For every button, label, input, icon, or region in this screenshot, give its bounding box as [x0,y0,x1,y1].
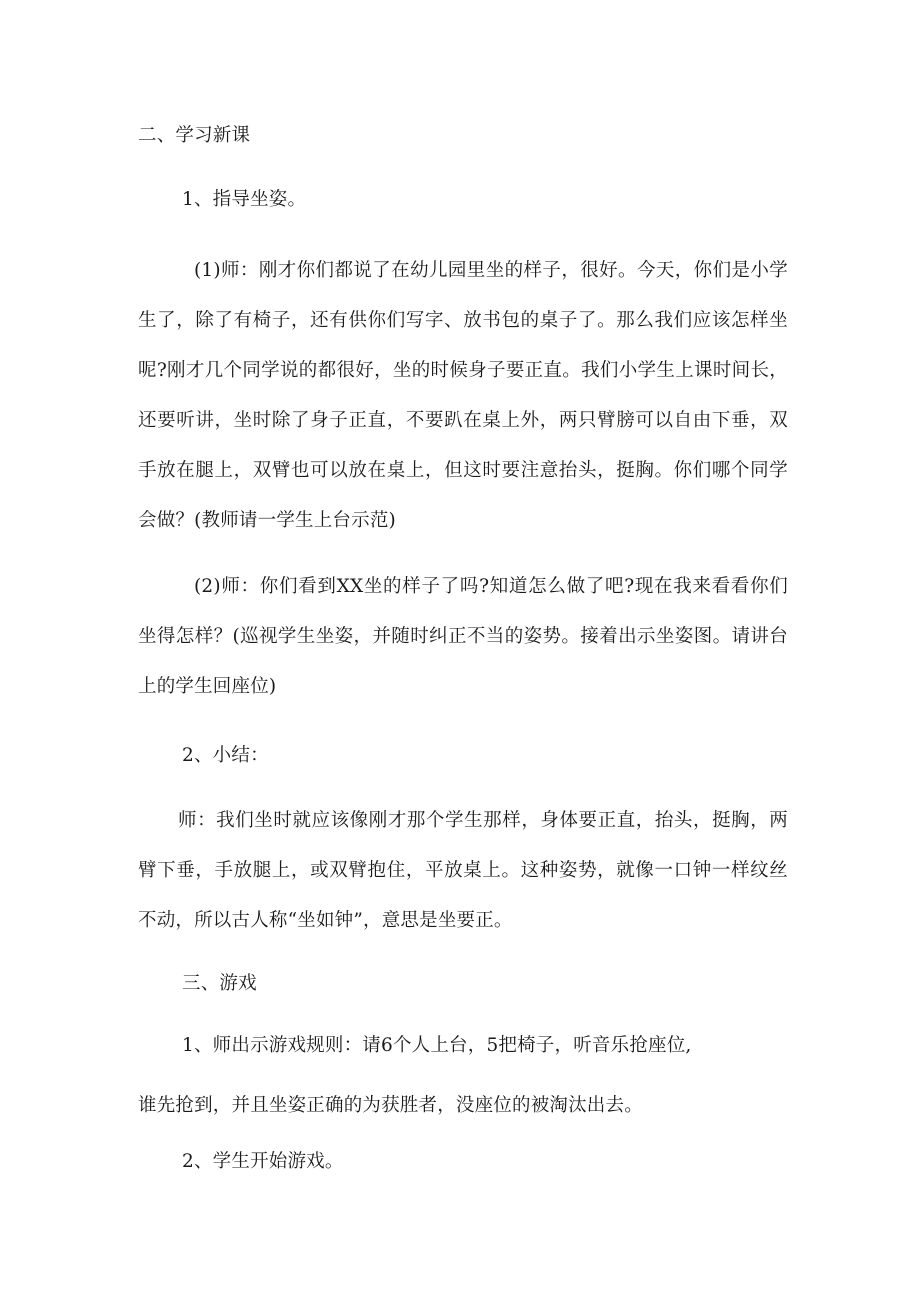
paragraph-text: (2)师：你们看到XX坐的样子了吗?知道怎么做了吧?现在我来看看你们坐得怎样？(巡视学生坐姿，并随时纠正不当的姿势。接着出示坐姿图。请讲台上的学生回座位) [138,576,788,697]
game-item-rules: 1、师出示游戏规则：请6个人上台，5把椅子，听音乐抢座位, [182,1035,692,1056]
paragraph-teacher-1 [138,246,788,546]
item-heading-sitting-posture: 1、指导坐姿。 [182,189,307,210]
section-heading-learn-new-lesson: 二、学习新课 [138,125,251,146]
paragraph-text: (1)师：刚才你们都说了在幼儿园里坐的样子，很好。今天，你们是小学生了，除了有椅子，还有供你们写字、放书包的桌子了。那么我们应该怎样坐呢?刚才几个同学说的都很好，坐的时候身子要正直。我们小学生上课时间长，还要听讲，坐时除了身子正直，不要趴在桌上外，两只臂膀可以自由下垂，双手放在腿上，双臂也可以放在桌上，但这时要注意抬头，挺胸。你们哪个同学会做？(教师请一学生上台示范) [138,260,788,531]
section-heading-game: 三、游戏 [182,973,257,994]
paragraph-summary [138,796,788,946]
paragraph-text: 师：我们坐时就应该像刚才那个学生那样，身体要正直，抬头，挺胸，两臂下垂，手放腿上，或双臂抱住，平放桌上。这种姿势，就像一口钟一样纹丝不动，所以古人称“坐如钟”，意思是坐要正。 [138,810,788,931]
paragraph-teacher-2 [138,562,788,712]
item-heading-summary: 2、小结： [182,745,269,766]
game-item-rules-continued: 谁先抢到，并且坐姿正确的为获胜者，没座位的被淘汰出去。 [138,1095,643,1116]
game-item-start: 2、学生开始游戏。 [182,1151,344,1172]
